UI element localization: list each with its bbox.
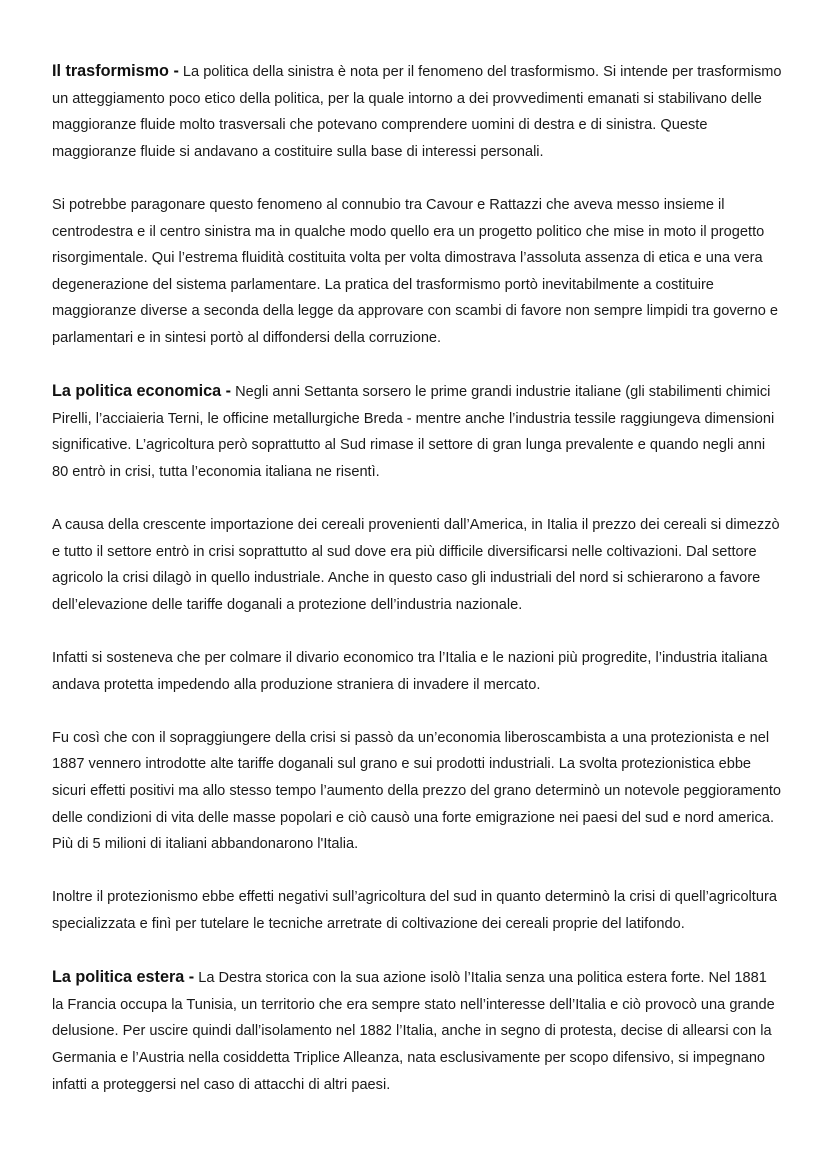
paragraph-text: La Destra storica con la sua azione isolò l’Italia senza una politica estera forte. Nel 1881 la Francia occupa la Tunisia, un territorio che era sempre stato nell’interesse dell’Italia e ciò provocò una grande delusione. Per uscire quindi dall’isolamento nel 1882 l’Italia, anche in segno di protesta, decise di allearsi con la Germania e l’Austria nella cosiddetta Triplice Alleanza, nata esclusivamente per scopo difensivo, si impegnano infatti a proteggersi nel caso di attacchi di altri paesi.	[52, 970, 775, 1093]
paragraph-text: La politica della sinistra è nota per il fenomeno del trasformismo. Si intende per trasformismo un atteggiamento poco etico della politica, per la quale intorno a dei provvedimenti emanati si stabilivano delle maggioranze fluide molto trasversali che potevano comprendere uomini di destra e di sinistra. Queste maggioranze fluide si andavano a costituire sulla base di interessi personali.	[52, 64, 782, 160]
heading-politica-estera: La politica estera -	[52, 968, 195, 987]
paragraph-trasformismo-intro	[52, 58, 782, 165]
heading-trasformismo: Il trasformismo -	[52, 62, 179, 80]
paragraph-economica-agricoltura: Inoltre il protezionismo ebbe effetti negativi sull’agricoltura del sud in quanto determinò la crisi di quell’agricoltura specializzata e finì per tutelare le tecniche arretrate di coltivazione dei cereali proprie del latifondo.	[52, 889, 777, 932]
paragraph-trasformismo-connubio: Si potrebbe paragonare questo fenomeno al connubio tra Cavour e Rattazzi che aveva messo insieme il centrodestra e il centro sinistra ma in qualche modo quello era un progetto politico che mise in moto il progetto risorgimentale. Qui l’estrema fluidità costituita volta per volta dimostrava l’assoluta assenza di etica e una vera degenerazione del sistema parlamentare. La pratica del trasformismo portò inevitabilmente a costituire maggioranze diverse a seconda della legge da approvare con scambi di favore non sempre limpidi tra governo e parlamentari e in sintesi portò al diffondersi della corruzione.	[52, 196, 779, 346]
paragraph-estera-intro	[52, 964, 782, 1098]
heading-politica-economica: La politica economica -	[52, 382, 232, 401]
paragraph-economica-protezionismo: Fu così che con il sopraggiungere della crisi si passò da un’economia liberoscambista a una protezionista e nel 1887 vennero introdotte alte tariffe doganali sul grano e sui prodotti industriali. La svolta protezionistica ebbe sicuri effetti positivi ma allo stesso tempo l’aumento della prezzo del grano determinò un notevole peggioramento delle condizioni di vita delle masse popolari e ciò causò una forte emigrazione nei paesi del sud e nord america. Più di 5 milioni di italiani abbandonarono l'Italia.	[52, 729, 782, 853]
paragraph-economica-divario: Infatti si sosteneva che per colmare il divario economico tra l’Italia e le nazioni più progredite, l’industria italiana andava protetta impedendo alla produzione straniera di invadere il mercato.	[52, 650, 768, 693]
paragraph-economica-intro	[52, 378, 782, 485]
paragraph-economica-cereali: A causa della crescente importazione dei cereali provenienti dall’America, in Italia il prezzo dei cereali si dimezzò e tutto il settore entrò in crisi soprattutto al sud dove era più difficile diversificarsi nelle coltivazioni. Dal settore agricolo la crisi dilagò in quello industriale. Anche in questo caso gli industriali del nord si schierarono a favore dell’elevazione delle tariffe doganali a protezione dell’industria nazionale.	[52, 517, 780, 613]
document-page	[52, 58, 782, 1098]
paragraph-text: Negli anni Settanta sorsero le prime grandi industrie italiane (gli stabilimenti chimici Pirelli, l’acciaieria Terni, le officine metallurgiche Breda - mentre anche l’industria tessile raggiungeva dimensioni significative. L’agricoltura però soprattutto al Sud rimase il settore di gran lunga prevalente e quando negli anni 80 entrò in crisi, tutta l’economia italiana ne risentì.	[52, 384, 775, 480]
